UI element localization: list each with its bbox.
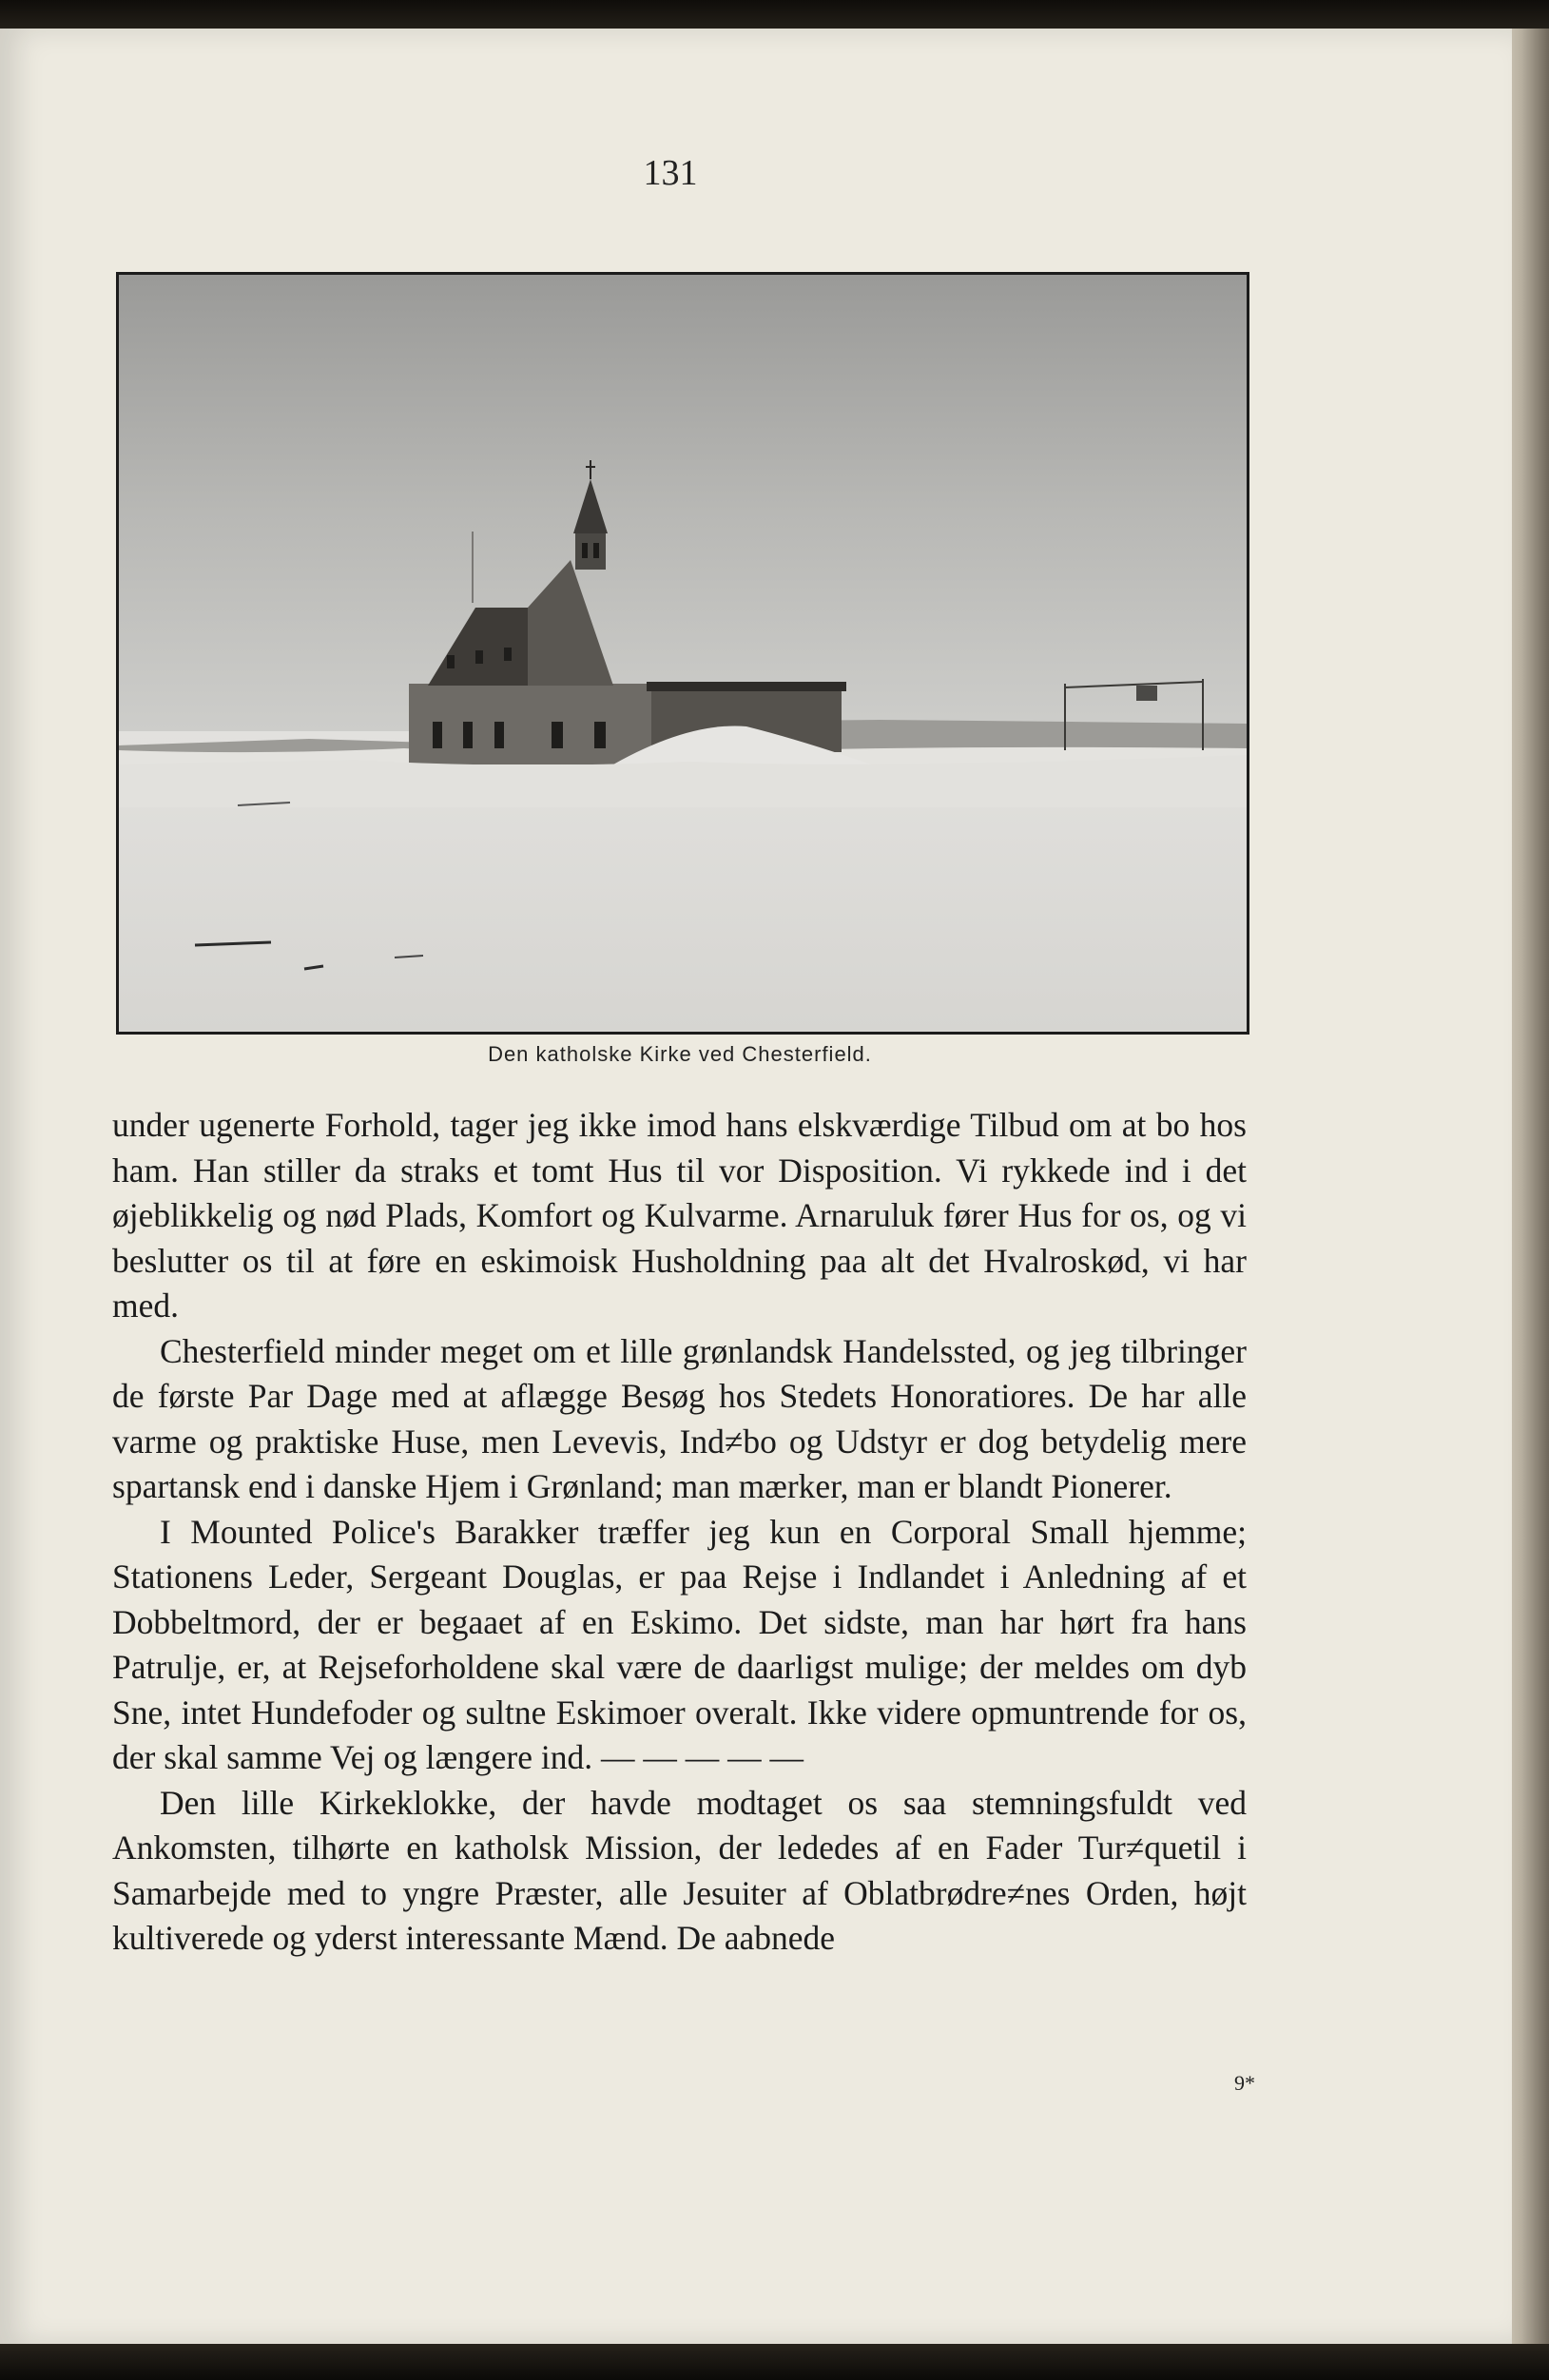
paragraph-2: Chesterfield minder meget om et lille grønlandsk Handelssted, og jeg tilbringer de første Par Dage med at aflægge Besøg hos Stedets Honoratiores. De har alle varme og praktiske Huse, men Levevis, Ind≠bo og Udstyr er dog betydelig mere spartansk end i danske Hjem i Grønland; man mærker, man er blandt Pionerer. <box>112 1331 1247 1505</box>
paragraph-4: Den lille Kirkeklokke, der havde modtaget os saa stemningsfuldt ved Ankomsten, tilhørte en katholsk Mission, der lededes af en Fader Tur≠quetil i Samarbejde med to yngre Præster, alle Jesuiter af Oblatbrødre≠nes Orden, højt kultiverede og yderst interessante Mænd. De aabnede <box>112 1783 1247 1957</box>
signature-mark: 9* <box>1234 2071 1255 2095</box>
church-photo-illustration <box>119 275 1247 1032</box>
book-edge-bottom <box>0 2339 1549 2380</box>
church-photograph <box>116 272 1249 1035</box>
body-text <box>112 1103 1247 1962</box>
page-number: 131 <box>643 153 698 193</box>
paragraph-1: under ugenerte Forhold, tager jeg ikke imod hans elskværdige Tilbud om at bo hos ham. Han stiller da straks et tomt Hus til vor Disposition. Vi rykkede ind i det øjeblikkelig og nød Plads, Komfort og Kulvarme. Arnaruluk fører Hus for os, og vi beslutter os til at føre en eskimoisk Husholdning paa alt det Hvalroskød, vi har med. <box>112 1106 1247 1325</box>
paragraph-3: I Mounted Police's Barakker træffer jeg kun en Corporal Small hjemme; Stationens Leder, Sergeant Douglas, er paa Rejse i Indlandet i Anledning af et Dobbeltmord, der er begaaet af en Eskimo. Det sidste, man har hørt fra hans Patrulje, er, at Rejseforholdene skal være de daarligst mulige; der meldes om dyb Sne, intet Hundefoder og sultne Eskimoer overalt. Ikke videre opmuntrende for os, der skal samme Vej og længere ind. — — — — — <box>112 1512 1247 1776</box>
figure-caption: Den katholske Kirke ved Chesterfield. <box>488 1042 872 1066</box>
